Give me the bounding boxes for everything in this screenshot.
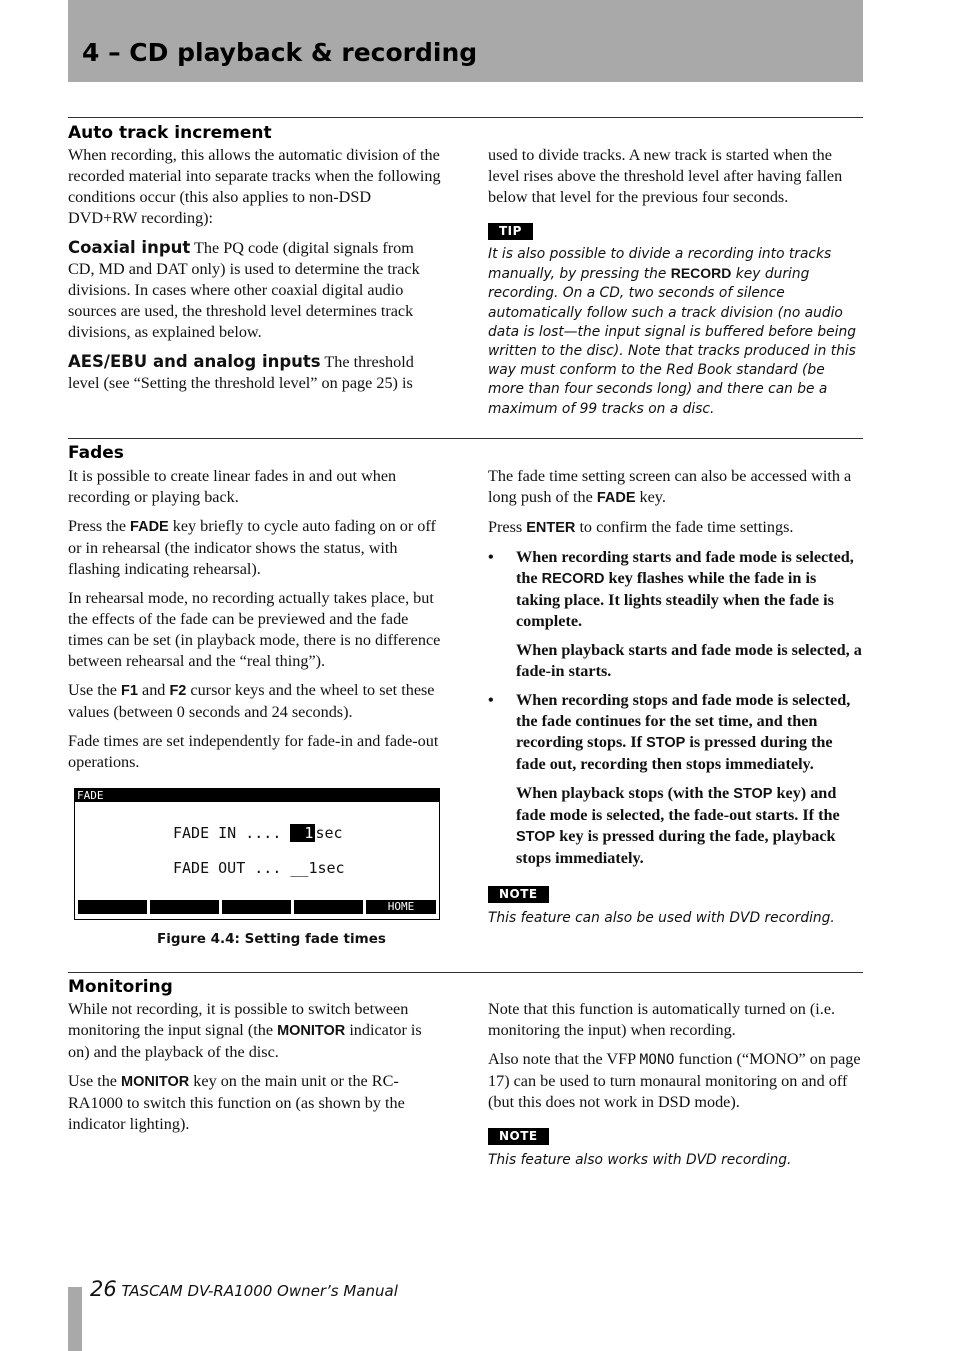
text: and	[137, 681, 170, 699]
paragraph	[68, 999, 442, 1063]
key-name: FADE	[130, 519, 169, 535]
bullet-continuation	[488, 783, 864, 869]
note-badge: NOTE	[488, 1128, 549, 1145]
manual-title: TASCAM DV-RA1000 Owner’s Manual	[116, 1282, 398, 1300]
text: to confirm the fade time settings.	[575, 518, 794, 536]
text: key flashes while the fade in is taking place. It lights steadily when the fade is complete.	[516, 569, 834, 630]
text: When recording starts and fade mode is selected, the	[516, 548, 854, 587]
paragraph	[488, 517, 864, 539]
paragraph: When recording, this allows the automatic division of the recorded material into separate tracks when the following conditions occur (this also applies to non-DSD DVD+RW recording):	[68, 146, 441, 227]
paragraph: It is possible to create linear fades in and out when recording or playing back.	[68, 467, 397, 506]
footer-bar	[68, 1287, 82, 1351]
text: function (“MONO” on page 17) can be used to turn monaural monitoring on and off (but this does not work in DSD mode).	[488, 1050, 861, 1111]
fades-left-column	[68, 466, 442, 781]
key-name: MONITOR	[121, 1074, 190, 1090]
lcd-function-button	[150, 900, 219, 914]
text: cursor keys and the wheel to set these values (between 0 seconds and 24 seconds).	[68, 681, 435, 721]
text: The fade time setting screen can also be accessed with a long push of the	[488, 467, 852, 506]
section-rule	[68, 117, 863, 118]
bullet-item	[488, 547, 864, 632]
key-name: STOP	[516, 829, 556, 845]
lcd-unit: sec	[317, 859, 345, 877]
text: is pressed during the fade out, recording then stops immediately.	[516, 733, 833, 773]
figure-caption: Figure 4.4: Setting fade times	[157, 931, 386, 947]
section-title-fades: Fades	[68, 443, 124, 463]
lcd-function-button	[294, 900, 363, 914]
paragraph	[68, 351, 442, 394]
key-name: F1	[121, 683, 138, 699]
text: key.	[635, 488, 666, 506]
lcd-label: FADE IN ....	[173, 824, 282, 842]
monitoring-left-column	[68, 999, 442, 1143]
paragraph: Note that this function is automatically turned on (i.e. monitoring the input) when recording.	[488, 1000, 836, 1039]
key-name: RECORD	[541, 571, 605, 587]
text: Press	[488, 518, 527, 536]
text: The PQ code (digital signals from CD, MD and DAT only) is used to determine the track divisions. In cases where other coaxial digital audio sources are used, the threshold level determines track divisions, as explained below.	[68, 239, 420, 341]
lcd-function-button	[222, 900, 291, 914]
tip-text	[488, 245, 864, 419]
key-name: ENTER	[526, 520, 576, 536]
text: Use the	[68, 1072, 122, 1090]
monitoring-right-column	[488, 999, 864, 1170]
text: indicator is on) and the playback of the disc.	[68, 1021, 422, 1061]
auto-right-column	[488, 145, 864, 419]
paragraph: Fade times are set independently for fade-in and fade-out operations.	[68, 732, 439, 771]
page-footer	[90, 1277, 398, 1301]
key-name: STOP	[646, 735, 686, 751]
bullet-item	[488, 690, 864, 775]
paragraph	[68, 680, 442, 723]
lcd-fade-out-row	[173, 859, 345, 877]
paragraph: In rehearsal mode, no recording actually takes place, but the effects of the fade can be previewed and the fade times can be set (in playback mode, there is no difference between rehearsal and the “real thing”).	[68, 589, 441, 670]
chapter-header	[68, 0, 863, 82]
paragraph	[68, 237, 442, 343]
paragraph	[488, 1049, 864, 1113]
key-name: FADE	[596, 490, 636, 506]
page-number: 26	[90, 1277, 117, 1301]
key-name: MONO	[639, 1052, 675, 1068]
text: When playback stops (with the	[516, 784, 734, 802]
text: Press the	[68, 517, 131, 535]
lcd-function-button	[78, 900, 147, 914]
note-text: This feature also works with DVD recording.	[488, 1152, 792, 1168]
paragraph	[68, 516, 442, 580]
lcd-value: 1	[290, 824, 315, 842]
subheading: Coaxial input	[68, 238, 191, 257]
section-rule	[68, 972, 863, 973]
lcd-unit: sec	[315, 824, 343, 842]
lcd-title: FADE	[75, 789, 439, 802]
paragraph	[68, 1071, 442, 1135]
text: When recording stops and fade mode is selected, the fade continues for the set time, and then recording stops. If	[516, 691, 851, 751]
key-name: F2	[169, 683, 187, 699]
key-name: RECORD	[670, 265, 732, 282]
paragraph	[488, 466, 864, 509]
text: key is pressed during the fade, playback stops immediately.	[516, 827, 836, 867]
text: Also note that the VFP	[488, 1050, 640, 1068]
auto-left-column	[68, 145, 442, 402]
note-text: This feature can also be used with DVD recording.	[488, 910, 835, 926]
bullet-continuation: When playback starts and fade mode is selected, a fade-in starts.	[516, 641, 862, 680]
section-rule	[68, 438, 863, 439]
lcd-fade-in-row	[173, 824, 343, 842]
key-name: STOP	[733, 786, 773, 802]
section-title-monitoring: Monitoring	[68, 977, 173, 997]
text: The threshold level (see “Setting the threshold level” on page 25) is	[68, 353, 414, 392]
text: It is also possible to divide a recording into tracks manually, by pressing the	[488, 246, 832, 283]
chapter-title: 4 – CD playback & recording	[82, 38, 478, 67]
lcd-value: __1	[290, 859, 318, 877]
bullet-glyph: •	[488, 691, 494, 709]
tip-badge: TIP	[488, 223, 533, 240]
subheading: AES/EBU and analog inputs	[68, 352, 321, 371]
text: key) and fade mode is selected, the fade-out starts. If the	[516, 784, 840, 824]
bullet-glyph: •	[488, 548, 494, 566]
paragraph: used to divide tracks. A new track is started when the level rises above the threshold level after having fallen below that level for the previous four seconds.	[488, 146, 843, 206]
note-badge: NOTE	[488, 886, 549, 903]
text: While not recording, it is possible to switch between monitoring the input signal (the	[68, 1000, 409, 1039]
text: key briefly to cycle auto fading on or off or in rehearsal (the indicator shows the status, with flashing indicating rehearsal).	[68, 517, 436, 578]
lcd-home-button: HOME	[366, 900, 436, 914]
fades-right-column	[488, 466, 864, 928]
text: Use the	[68, 681, 122, 699]
lcd-label: FADE OUT ...	[173, 859, 282, 877]
section-title-auto-track: Auto track increment	[68, 123, 272, 143]
lcd-screen-figure	[74, 788, 440, 920]
text: key on the main unit or the RC-RA1000 to switch this function on (as shown by the indicator lighting).	[68, 1072, 405, 1133]
text: key during recording. On a CD, two seconds of silence automatically follow such a track division (no audio data is lost—the input signal is buffered before being written to the disc). Note that tracks produced in this way must conform to the Red Book standard (be more than four seconds long) and there can be a maximum of 99 tracks on a disc.	[488, 266, 856, 417]
key-name: MONITOR	[277, 1023, 346, 1039]
